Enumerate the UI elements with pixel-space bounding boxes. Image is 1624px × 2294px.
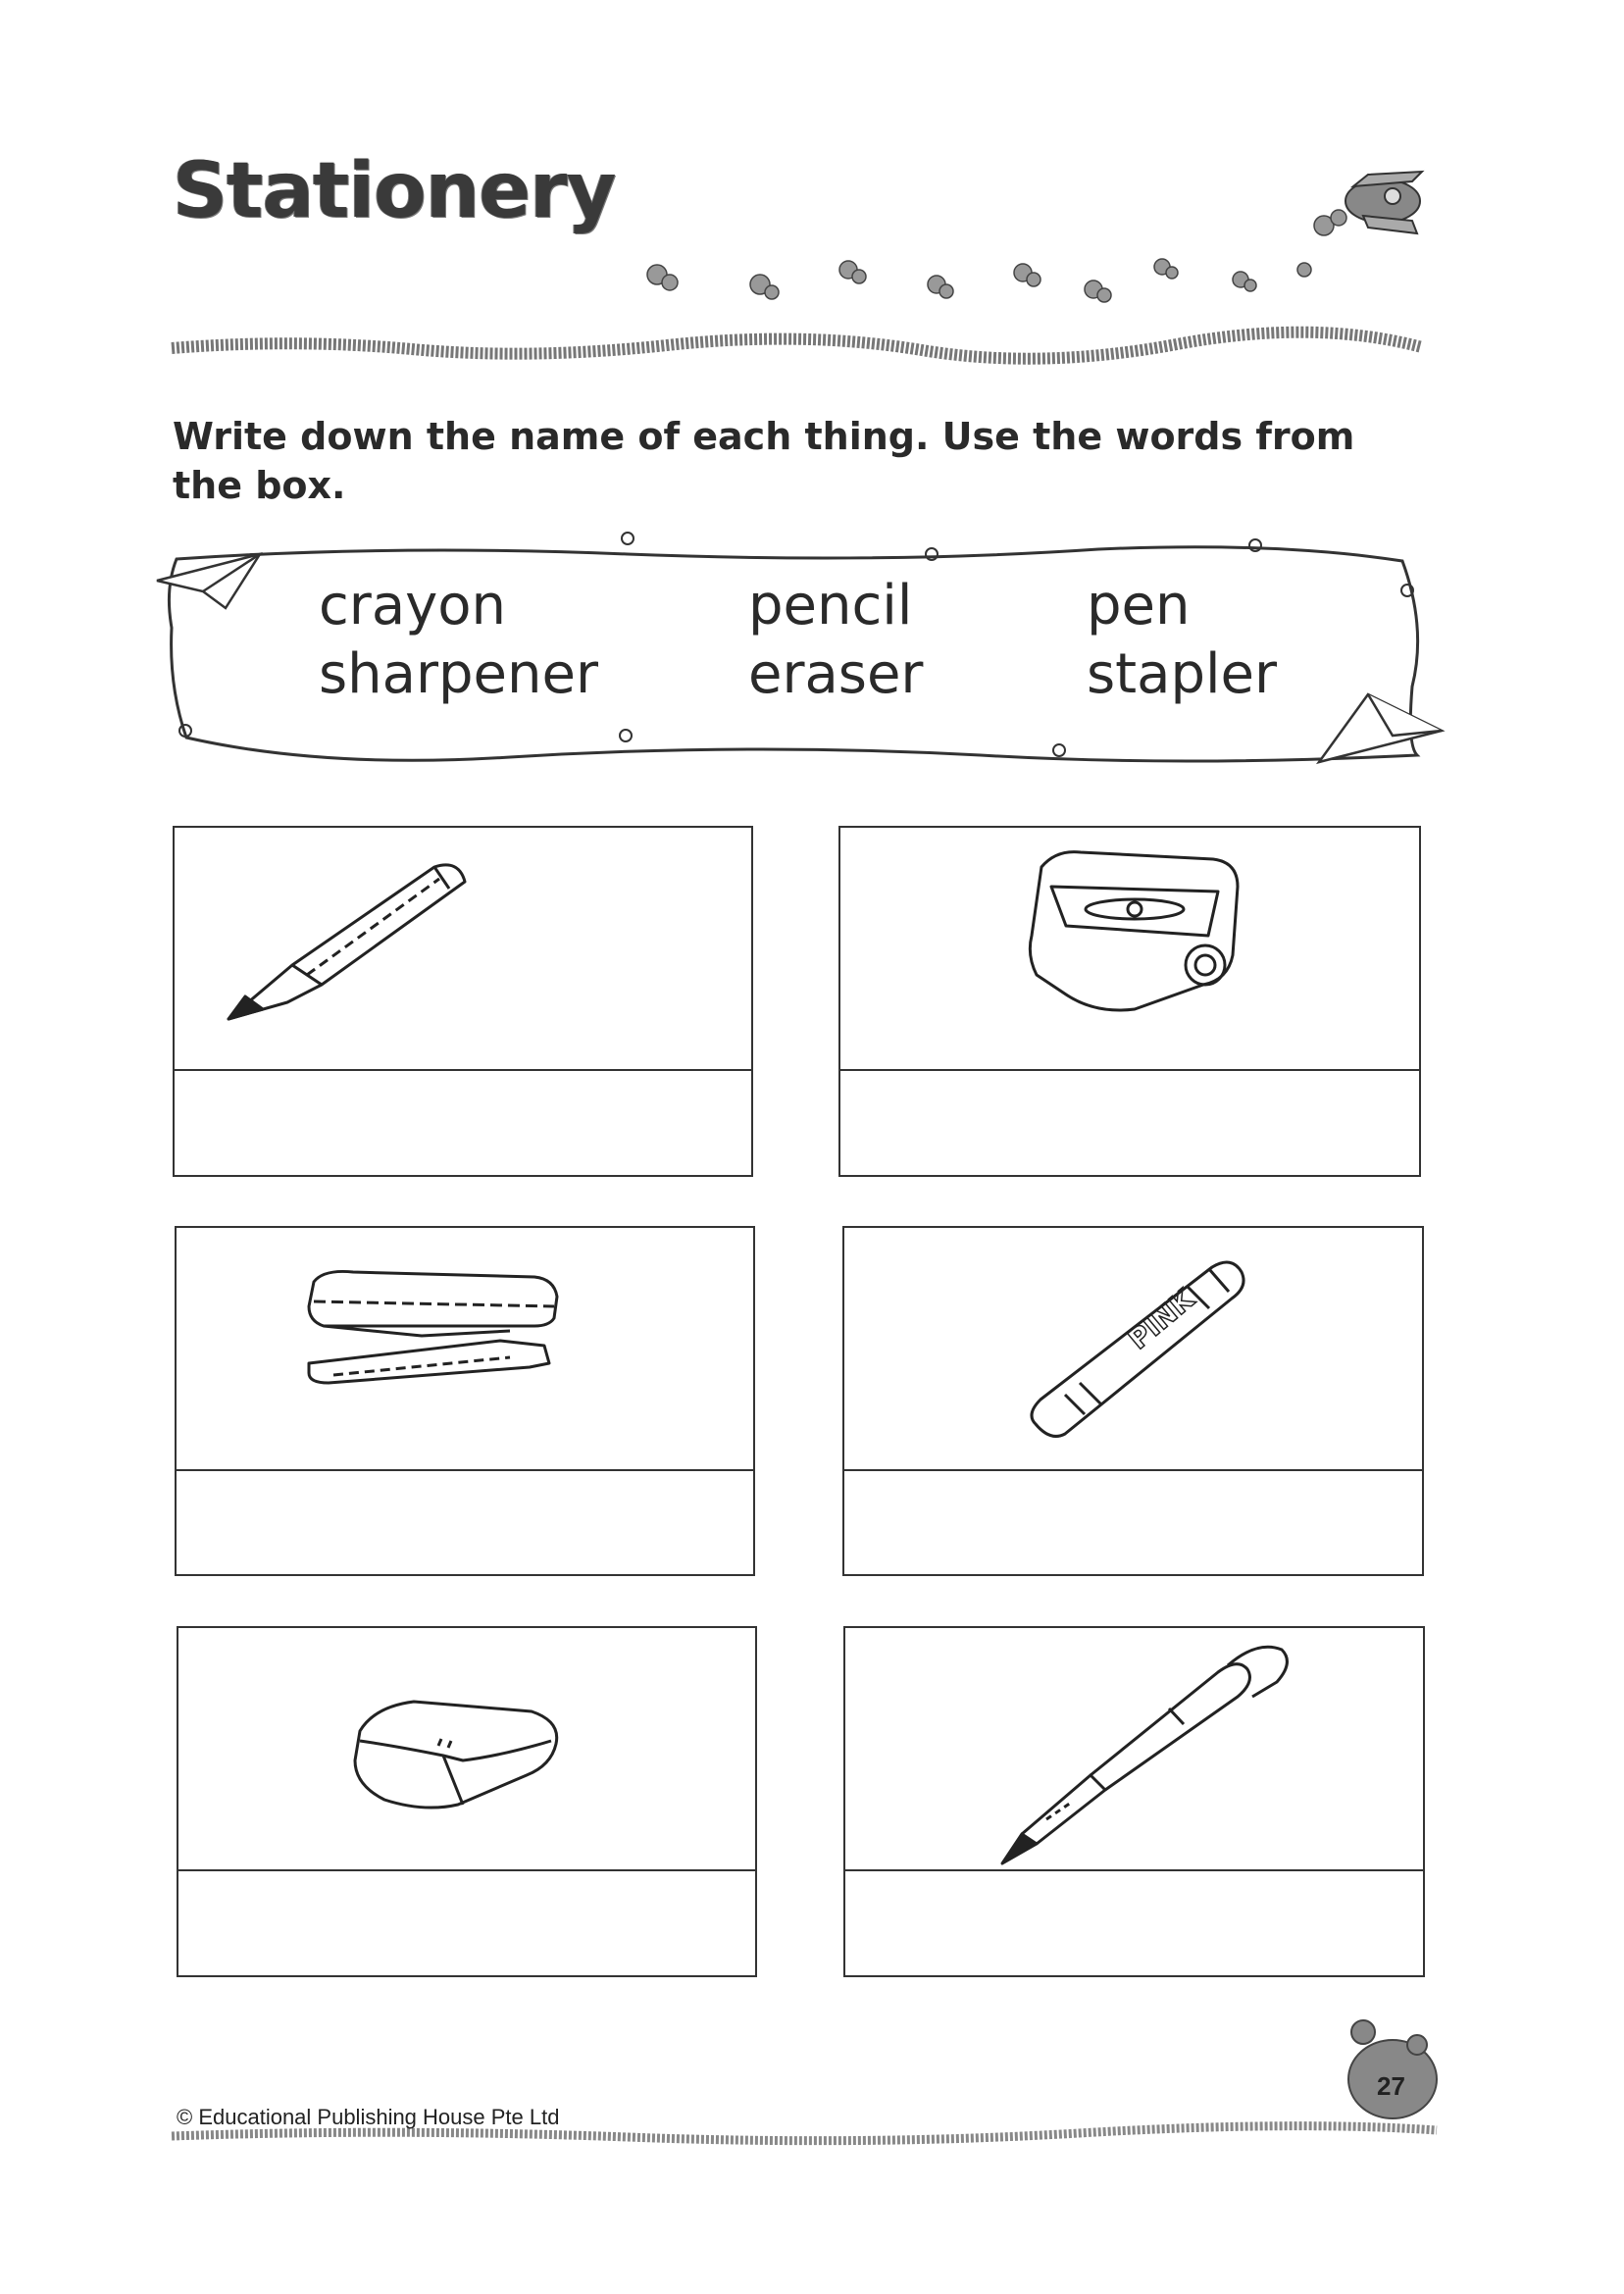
word-crayon: crayon [319, 574, 507, 637]
stapler-icon [177, 1228, 755, 1469]
word-pen: pen [1087, 574, 1191, 637]
answer-box[interactable] [840, 1067, 1419, 1175]
pencil-icon [175, 828, 753, 1069]
answer-box[interactable] [177, 1467, 753, 1574]
picture-area [178, 1628, 755, 1871]
item-card-eraser [177, 1626, 757, 1977]
page-number: 27 [1377, 2071, 1405, 2101]
copyright-footer: © Educational Publishing House Pte Ltd [177, 2105, 560, 2129]
word-stapler: stapler [1087, 642, 1278, 706]
word-sharpener: sharpener [319, 642, 598, 706]
item-card-pen [843, 1626, 1425, 1977]
airplane-icon [1345, 172, 1422, 233]
item-card-stapler [175, 1226, 755, 1576]
answer-box[interactable] [178, 1867, 755, 1975]
word-eraser: eraser [748, 642, 924, 706]
answer-box[interactable] [175, 1067, 751, 1175]
answer-box[interactable] [845, 1867, 1423, 1975]
word-pencil: pencil [748, 574, 913, 637]
item-card-pencil [173, 826, 753, 1177]
picture-area [840, 828, 1419, 1071]
picture-area [177, 1228, 753, 1471]
pen-icon [845, 1628, 1425, 1869]
picture-area [844, 1228, 1422, 1471]
crayon-label-text: PINK [1122, 1283, 1200, 1356]
page-title: Stationery [173, 147, 616, 235]
crayon-icon [844, 1228, 1424, 1469]
sharpener-icon [840, 828, 1421, 1069]
header-divider [172, 332, 1422, 359]
page-number-badge [1348, 2020, 1437, 2118]
picture-area [175, 828, 751, 1071]
instruction-text: Write down the name of each thing. Use the words from the box. [173, 415, 1355, 507]
cloud-puffs-decoration [647, 210, 1346, 302]
word-box [167, 539, 1432, 765]
item-card-crayon [842, 1226, 1424, 1576]
item-card-sharpener [838, 826, 1421, 1177]
eraser-icon [178, 1628, 757, 1869]
picture-area [845, 1628, 1423, 1871]
answer-box[interactable] [844, 1467, 1422, 1574]
